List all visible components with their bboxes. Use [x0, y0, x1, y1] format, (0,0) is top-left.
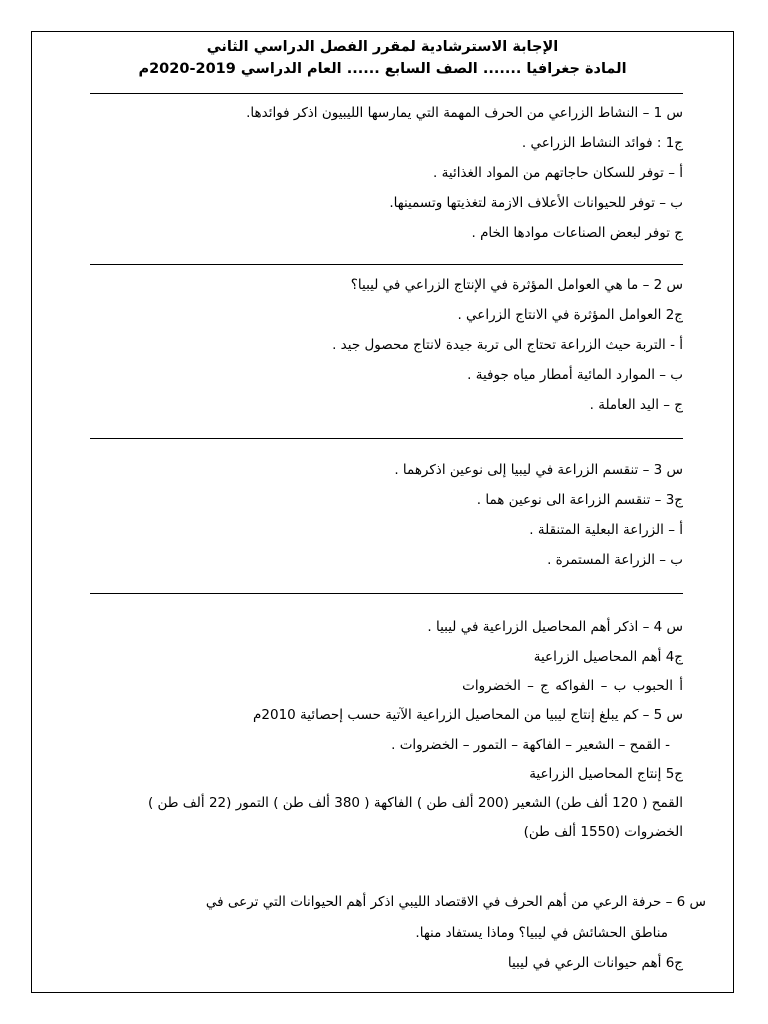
separator-line — [90, 264, 683, 265]
answer-2-item-c: ج – اليد العاملة . — [589, 397, 683, 413]
question-5: س 5 – كم يبلغ إنتاج ليبيا من المحاصيل الزراعية الآتية حسب إحصائية 2010م — [253, 707, 683, 723]
answer-6-heading: ج6 أهم حيوانات الرعي في ليبيا — [507, 955, 683, 971]
question-4: س 4 – اذكر أهم المحاصيل الزراعية في ليبيا . — [427, 619, 683, 635]
question-3: س 3 – تنقسم الزراعة في ليبيا إلى نوعين اذكرهما . — [394, 462, 683, 478]
answer-3-item-b: ب – الزراعة المستمرة . — [547, 552, 683, 568]
separator-line — [90, 593, 683, 594]
question-1: س 1 – النشاط الزراعي من الحرف المهمة التي يمارسها الليبيون اذكر فوائدها. — [246, 105, 683, 121]
answer-3-item-a: أ – الزراعة البعلية المتنقلة . — [529, 522, 683, 538]
separator-line — [90, 93, 683, 94]
answer-5-line-2: الخضروات (1550 ألف طن) — [523, 824, 683, 840]
answer-1-item-c: ج توفر لبعض الصناعات موادها الخام . — [471, 225, 683, 241]
answer-1-item-b: ب – توفر للحيوانات الأعلاف الازمة لتغذيتها وتسمينها. — [389, 195, 683, 211]
answer-5-line-1: القمح ( 120 ألف طن) الشعير (200 ألف طن ) الفاكهة ( 380 ألف طن ) التمور (22 ألف طن ) — [147, 795, 683, 811]
answer-4-items: أ الحبوب ب – الفواكه ج – الخضروات — [462, 678, 683, 694]
answer-4-heading: ج4 أهم المحاصيل الزراعية — [533, 649, 683, 665]
answer-1-item-a: أ – توفر للسكان حاجاتهم من المواد الغذائية . — [433, 165, 683, 181]
question-6-line-2: مناطق الحشائش في ليبيا؟ وماذا يستفاد منها. — [415, 925, 668, 941]
answer-2-heading: ج2 العوامل المؤثرة في الانتاج الزراعي . — [457, 307, 683, 323]
document-title: الإجابة الاسترشادية لمقرر الفصل الدراسي الثاني — [206, 39, 559, 55]
document-subtitle: المادة جغرافيا ....... الصف السابع ...... العام الدراسي 2019-2020م — [138, 61, 627, 77]
answer-2-item-b: ب – الموارد المائية أمطار مياه جوفية . — [467, 367, 683, 383]
separator-line — [90, 438, 683, 439]
question-6-line-1: س 6 – حرفة الرعي من أهم الحرف في الاقتصاد الليبي اذكر أهم الحيوانات التي ترعى في — [205, 894, 706, 910]
question-5-crops: - القمح – الشعير – الفاكهة – التمور – الخضروات . — [391, 737, 670, 753]
answer-1-heading: ج1 : فوائد النشاط الزراعي . — [521, 135, 683, 151]
answer-5-heading: ج5 إنتاج المحاصيل الزراعية — [529, 766, 683, 782]
question-2: س 2 – ما هي العوامل المؤثرة في الإنتاج الزراعي في ليبيا؟ — [350, 277, 683, 293]
answer-2-item-a: أ - التربة حيث الزراعة تحتاج الى تربة جيدة لانتاج محصول جيد . — [332, 337, 683, 353]
answer-3-heading: ج3 – تنقسم الزراعة الى نوعين هما . — [476, 492, 683, 508]
